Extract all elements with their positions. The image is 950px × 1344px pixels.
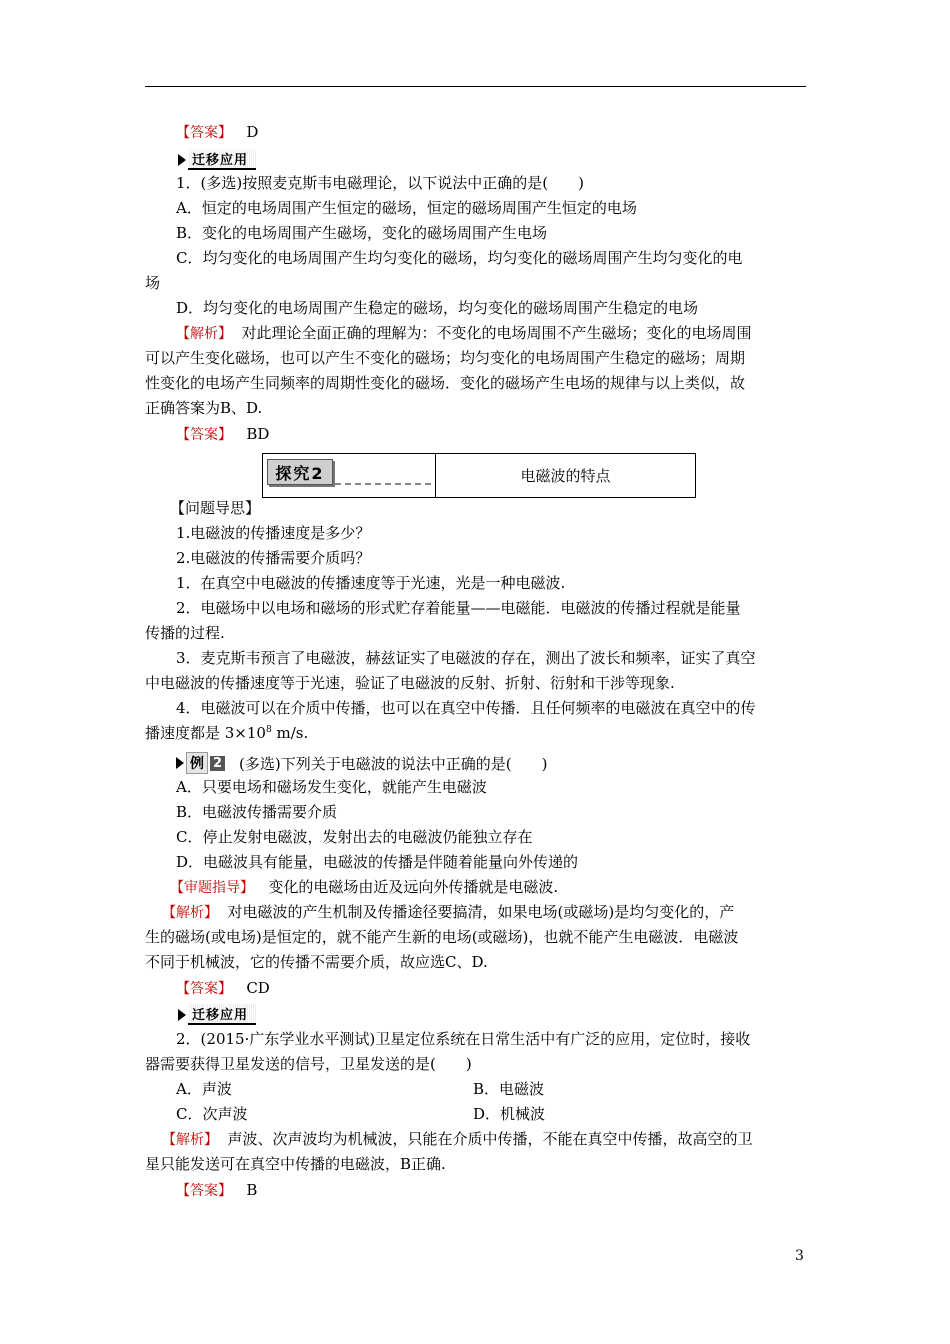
analysis-tag: 【解析】	[162, 905, 218, 921]
text-line: 星只能发送可在真空中传播的电磁波，B正确.	[145, 1155, 446, 1173]
point-3: 3．麦克斯韦预言了电磁波，赫兹证实了电磁波的存在，测出了波长和频率，证实了真空	[176, 649, 756, 667]
analysis-line: 【解析】 对此理论全面正确的理解为：不变化的电场周围不产生磁场；变化的电场周围	[176, 324, 752, 342]
point-2: 2．电磁场中以电场和磁场的形式贮存着能量——电磁能．电磁波的传播过程就是能量	[176, 599, 741, 617]
option-c: C．均匀变化的电场周围产生均匀变化的磁场，均匀变化的磁场周围产生均匀变化的电	[176, 249, 743, 267]
transfer-application-badge: 迁移应用	[178, 151, 256, 168]
triangle-icon	[178, 1009, 186, 1021]
analysis-tag: 【解析】	[176, 326, 232, 342]
question-1: 1．(多选)按照麦克斯韦电磁理论，以下说法中正确的是( )	[176, 174, 584, 192]
explore-section-header	[262, 453, 696, 498]
text-line: 不同于机械波，它的传播不需要介质，故应选C、D.	[145, 953, 488, 971]
triangle-icon	[176, 757, 184, 769]
guidance-tag: 【审题指导】	[170, 880, 254, 896]
option-b: B．电磁波	[473, 1080, 545, 1098]
dashed-divider	[335, 483, 431, 485]
explore-title: 电磁波的特点	[520, 467, 611, 485]
text-line: 器需要获得卫星发送的信号，卫星发送的是( )	[145, 1055, 472, 1073]
answer-line: 【答案】 D	[176, 123, 259, 141]
text-line: 传播的过程.	[145, 624, 225, 642]
guided-question: 1.电磁波的传播速度是多少？	[176, 524, 371, 542]
option-a: A．声波	[176, 1080, 232, 1098]
option-c: C．停止发射电磁波，发射出去的电磁波仍能独立存在	[176, 828, 533, 846]
text-line: 正确答案为B、D.	[145, 399, 263, 417]
text-line: 可以产生变化磁场，也可以产生不变化的磁场；均匀变化的电场周围产生稳定的磁场；周期	[145, 349, 746, 367]
question-2: 2．(2015·广东学业水平测试)卫星定位系统在日常生活中有广泛的应用，定位时，接收	[176, 1030, 751, 1048]
option-b: B．电磁波传播需要介质	[176, 803, 338, 821]
point-4: 4．电磁波可以在介质中传播，也可以在真空中传播．且任何频率的电磁波在真空中的传	[176, 699, 756, 717]
text-line: 播速度都是 $3\times 10^8$ m/s.	[145, 724, 309, 742]
option-d: D．电磁波具有能量，电磁波的传播是伴随着能量向外传递的	[176, 853, 579, 871]
option-a: A．恒定的电场周围产生恒定的磁场，恒定的磁场周围产生恒定的电场	[176, 199, 637, 217]
explore-label: 探究2	[267, 459, 333, 485]
answer-line: 【答案】 CD	[176, 979, 270, 997]
answer-line: 【答案】 B	[176, 1181, 258, 1199]
analysis-line: 【解析】 对电磁波的产生机制及传播途径要搞清，如果电场(或磁场)是均匀变化的，产	[162, 903, 735, 921]
header-rule	[145, 86, 806, 87]
guided-question: 2.电磁波的传播需要介质吗？	[176, 549, 371, 567]
example-question: (多选)下列关于电磁波的说法中正确的是( )	[239, 754, 548, 773]
option-d: D．机械波	[473, 1105, 546, 1123]
text-line: 生的磁场(或电场)是恒定的，就不能产生新的电场(或磁场)，也就不能产生电磁波．电磁波	[145, 928, 739, 946]
transfer-application-badge: 迁移应用	[178, 1006, 256, 1023]
analysis-line: 【解析】 声波、次声波均为机械波，只能在介质中传播，不能在真空中传播，故高空的卫	[162, 1130, 753, 1148]
answer-tag: 【答案】	[176, 1183, 232, 1199]
option-a: A．只要电场和磁场发生变化，就能产生电磁波	[176, 778, 487, 796]
option-d: D．均匀变化的电场周围产生稳定的磁场，均匀变化的磁场周围产生稳定的电场	[176, 299, 699, 317]
option-c: C．次声波	[176, 1105, 248, 1123]
answer-tag: 【答案】	[176, 427, 232, 443]
point-1: 1．在真空中电磁波的传播速度等于光速，光是一种电磁波.	[176, 574, 566, 592]
answer-tag: 【答案】	[176, 125, 232, 141]
option-c-cont: 场	[145, 274, 161, 292]
answer-line: 【答案】 BD	[176, 425, 270, 443]
text-line: 中电磁波的传播速度等于光速，验证了电磁波的反射、折射、衍射和干涉等现象.	[145, 674, 675, 692]
analysis-tag: 【解析】	[162, 1132, 218, 1148]
answer-tag: 【答案】	[176, 981, 232, 997]
triangle-icon	[178, 154, 186, 166]
text-line: 性变化的电场产生同频率的周期性变化的磁场．变化的磁场产生电场的规律与以上类似，故	[145, 374, 746, 392]
page-number: 3	[795, 1248, 804, 1264]
example-badge: 例 2 (多选)下列关于电磁波的说法中正确的是( )	[176, 752, 547, 774]
guidance-line: 【审题指导】 变化的电磁场由近及远向外传播就是电磁波.	[170, 878, 559, 896]
guided-questions-heading: 【问题导思】	[170, 499, 261, 517]
option-b: B．变化的电场周围产生磁场，变化的磁场周围产生电场	[176, 224, 548, 242]
